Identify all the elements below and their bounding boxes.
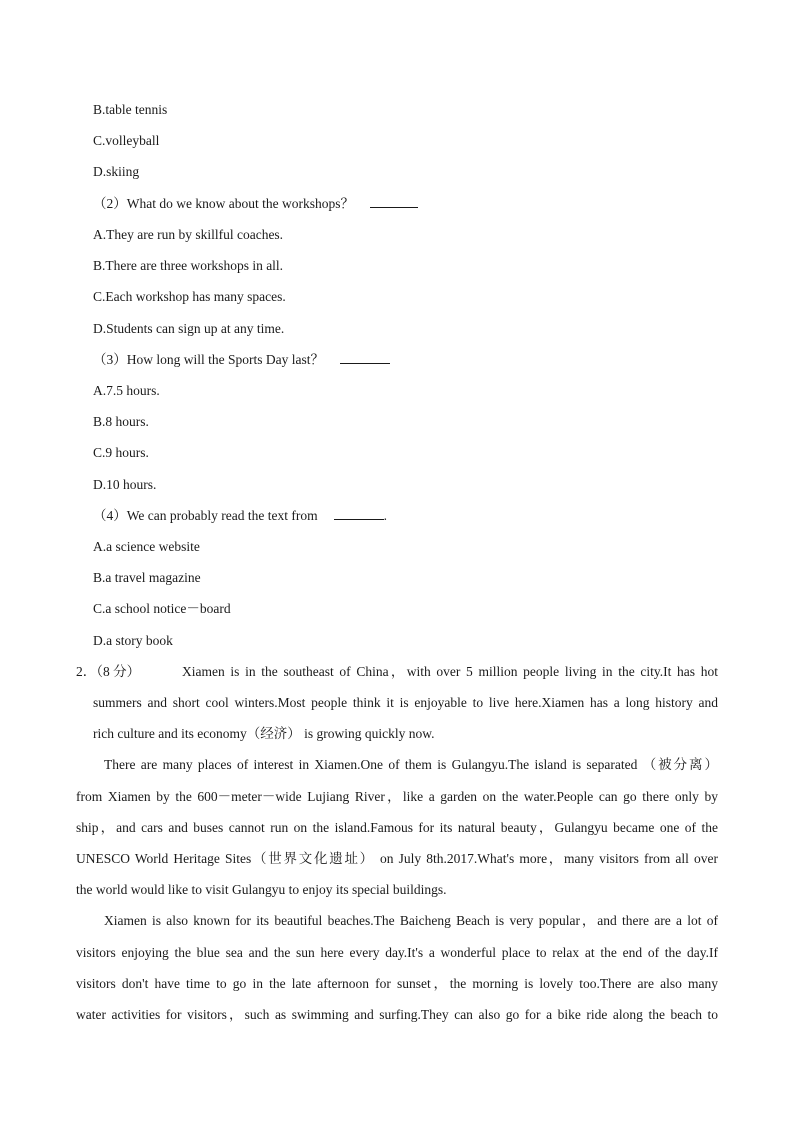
q2-para2-line1: There are many places of interest in Xiamen.One of them is Gulangyu.The island is separated （被分离） [104, 757, 718, 772]
sub-question-4 [93, 507, 387, 525]
q3-option-b: B.8 hours. [93, 414, 149, 429]
q2-para3-line4: water activities for visitors，such as swimming and surfing.They can also go for a bike ride along the beach to [76, 1007, 718, 1022]
question-2-number: 2．（8 分） [76, 664, 141, 679]
q2-option-c: C.Each workshop has many spaces. [93, 289, 286, 304]
q2-para1-line3: rich culture and its economy（经济） is growing quickly now. [93, 726, 435, 741]
q2-para1-line1: Xiamen is in the southeast of China，with over 5 million people living in the city.It has hot [182, 664, 718, 679]
q4-option-c: C.a school notice－board [93, 601, 231, 616]
q2-para3-line1: Xiamen is also known for its beautiful beaches.The Baicheng Beach is very popular，and there are a lot of [104, 913, 718, 928]
answer-blank [334, 507, 384, 520]
q3-option-a: A.7.5 hours. [93, 383, 160, 398]
q1-option-b: B.table tennis [93, 102, 168, 117]
q1-option-d: D.skiing [93, 164, 140, 179]
q4-option-b: B.a travel magazine [93, 570, 201, 585]
q2-para2-line5: the world would like to visit Gulangyu to enjoy its special buildings. [76, 882, 447, 897]
q2-option-d: D.Students can sign up at any time. [93, 321, 285, 336]
q3-option-d: D.10 hours. [93, 477, 157, 492]
q2-para2-line2: from Xiamen by the 600－meter－wide Lujiang River，like a garden on the water.People can go there only by [76, 789, 718, 804]
q4-option-d: D.a story book [93, 633, 173, 648]
q3-option-c: C.9 hours. [93, 445, 149, 460]
sub-question-4-tail: . [383, 508, 387, 523]
q2-para1-line2: summers and short cool winters.Most people think it is enjoyable to live here.Xiamen has a long history and [93, 695, 718, 710]
sub-question-2 [93, 195, 418, 213]
sub-question-2-stem: （2）What do we know about the workshops？ [93, 196, 354, 211]
q1-option-c: C.volleyball [93, 133, 160, 148]
q2-option-a: A.They are run by skillful coaches. [93, 227, 284, 242]
sub-question-3-stem: （3）How long will the Sports Day last？ [93, 352, 324, 367]
answer-blank [370, 195, 418, 208]
q2-option-b: B.There are three workshops in all. [93, 258, 284, 273]
q2-para3-line2: visitors enjoying the blue sea and the sun here every day.It's a wonderful place to relax at the end of the day.If [76, 945, 718, 960]
q2-para3-line3: visitors don't have time to go in the late afternoon for sunset，the morning is lovely too.There are also many [76, 976, 718, 991]
sub-question-4-stem: （4）We can probably read the text from [93, 508, 318, 523]
sub-question-3 [93, 351, 390, 369]
q2-para2-line3: ship，and cars and buses cannot run on the island.Famous for its natural beauty，Gulangyu became one of the [76, 820, 718, 835]
q2-para2-line4: UNESCO World Heritage Sites（世界文化遗址） on July 8th.2017.What's more，many visitors from all over [76, 851, 718, 866]
q4-option-a: A.a science website [93, 539, 200, 554]
answer-blank [340, 351, 390, 364]
